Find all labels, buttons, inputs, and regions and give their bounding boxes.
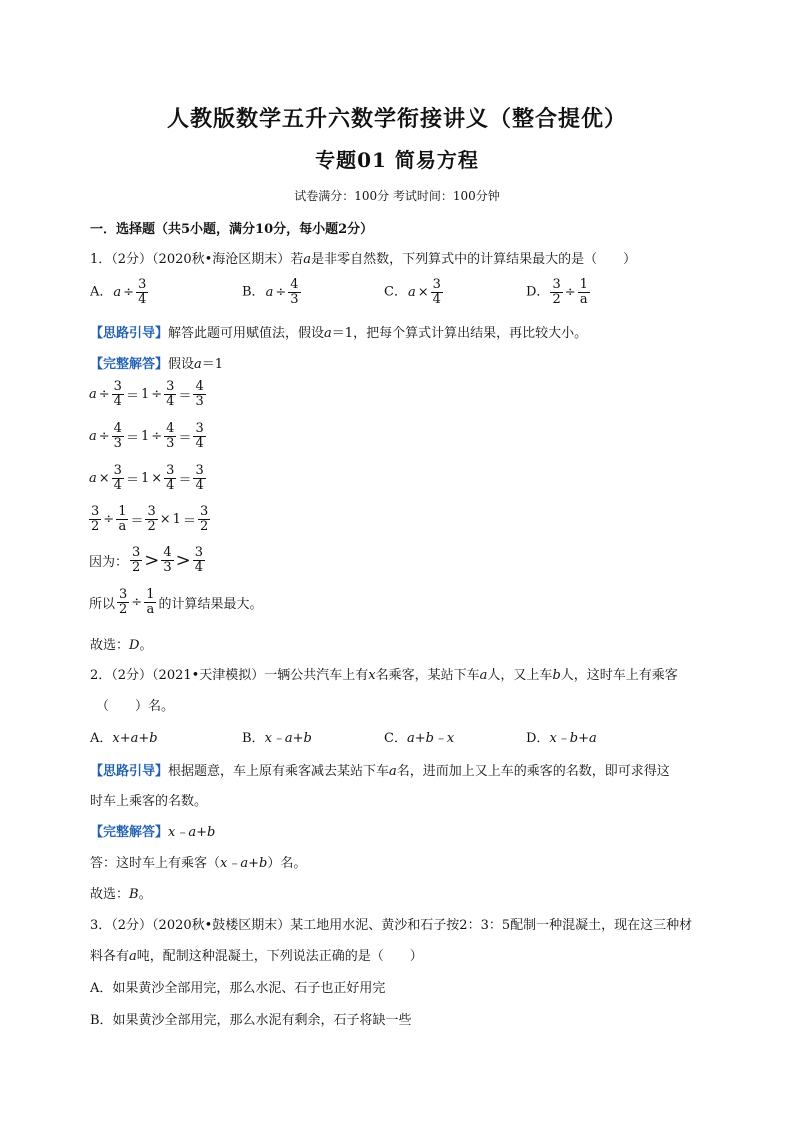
q3-option-b: B．如果黄沙全部用完，那么水泥有剩余，石子将缺一些 (90, 1013, 412, 1028)
q1-option-d: D． $\frac{3}{2}$ ÷ $\frac{1}{a}$ (526, 277, 588, 307)
hint-tag: 【思路引导】 (90, 326, 169, 341)
q3-option-a: A．如果黄沙全部用完，那么水泥、石子也正好用完 (90, 981, 386, 996)
q3-stem-line-2: 料各有a吨，配制这种混凝土，下列说法正确的是（ ） (90, 949, 423, 964)
q2-hint: 【思路引导】根据题意，车上原有乘客减去某站下车a名，进而加上又上车的乘客的名数，即可求得这 (90, 764, 670, 779)
q1-work-line-3: a × $\frac{3}{4}$ ＝ 1 × $\frac{3}{4}$ ＝ $\frac{3}{4}$ (89, 463, 204, 493)
q1-option-b: B．a ÷ $\frac{4}{3}$ (242, 277, 299, 307)
q3-stem: 3．（2分）（2020秋•鼓楼区期末）某工地用水泥、黄沙和石子按2：3：5配制一种混凝土，现在这三种材 (90, 918, 693, 933)
q2-hint-line-2: 时车上乘客的名数。 (90, 794, 208, 809)
q1-option-c: C．a × $\frac{3}{4}$ (384, 277, 441, 307)
q1-hint: 【思路引导】解答此题可用赋值法，假设a＝1，把每个算式计算出结果，再比较大小。 (90, 326, 588, 341)
q1-work-line-1: a ÷ $\frac{3}{4}$ ＝ 1 ÷ $\frac{3}{4}$ ＝ $\frac{4}{3}$ (89, 379, 204, 409)
q1-work-line-2: a ÷ $\frac{4}{3}$ ＝ 1 ÷ $\frac{4}{3}$ ＝ $\frac{3}{4}$ (89, 421, 204, 451)
answer-tag: 【完整解答】 (90, 825, 169, 840)
fraction: $\frac{3}{4}$ (432, 277, 441, 307)
q2-stem-line-2: （ ）名。 (96, 699, 175, 714)
answer-tag: 【完整解答】 (90, 357, 169, 372)
q1-answer: 【完整解答】假设a＝1 (90, 357, 224, 372)
q2-answer: 【完整解答】x﹣a+b (90, 825, 216, 840)
q1-so-line: 所以 $\frac{3}{2}$ ÷ $\frac{1}{a}$ 的计算结果最大。 (89, 587, 263, 617)
document-title: 人教版数学五升六数学衔接讲义（整合提优） (166, 106, 627, 132)
exam-meta: 试卷满分：100分 考试时间：100分钟 (294, 189, 500, 203)
q1-stem: 1．（2分）（2020秋•海沧区期末）若a是非零自然数，下列算式中的计算结果最大的是（ ） (90, 252, 637, 267)
q2-option-c: C．a+b﹣x (384, 731, 455, 746)
fraction: $\frac{4}{3}$ (290, 277, 299, 307)
q1-choice: 故选：D。 (90, 638, 153, 653)
q2-choice: 故选：B。 (90, 887, 152, 902)
section-heading: 一．选择题（共5小题，满分10分，每小题2分） (90, 222, 374, 237)
q1-work-line-4: $\frac{3}{2}$ ÷ $\frac{1}{a}$ ＝ $\frac{3}{2}$ × 1 ＝ $\frac{3}{2}$ (91, 504, 209, 534)
fraction: $\frac{3}{2}$ (552, 277, 561, 307)
document-subtitle: 专题01 简易方程 (315, 148, 479, 172)
q1-option-a: A．a ÷ $\frac{3}{4}$ (90, 277, 147, 307)
fraction: $\frac{3}{4}$ (138, 277, 147, 307)
q2-option-d: D．x﹣b+a (526, 731, 597, 746)
q2-option-a: A．x+a+b (90, 731, 158, 746)
q2-reply: 答：这时车上有乘客（x﹣a+b）名。 (90, 856, 307, 871)
fraction: $\frac{1}{a}$ (579, 277, 588, 307)
q1-because-line: 因为： $\frac{3}{2}$ > $\frac{4}{3}$ > $\frac{3}{4}$ (89, 545, 204, 575)
q2-option-b: B．x﹣a+b (242, 731, 312, 746)
q2-stem: 2．（2分）（2021•天津模拟）一辆公共汽车上有x名乘客，某站下车a人，又上车b人，这时车上有乘客 (90, 668, 678, 683)
hint-tag: 【思路引导】 (90, 764, 169, 779)
